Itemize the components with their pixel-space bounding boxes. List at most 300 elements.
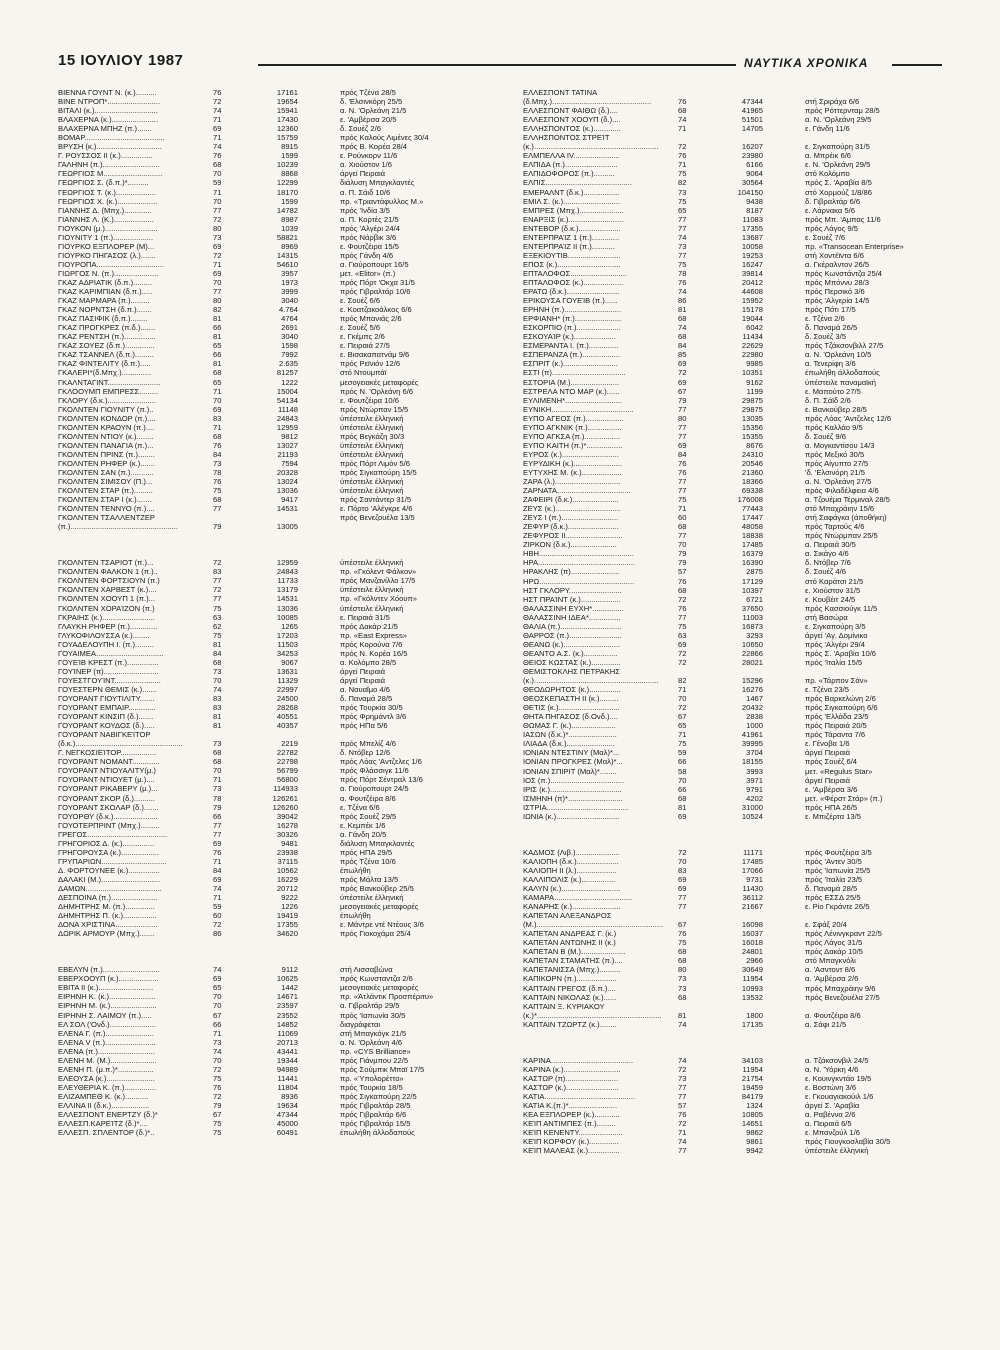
tonnage: 4202 xyxy=(746,793,763,803)
tonnage: 23552 xyxy=(276,1010,298,1020)
build-year: 75 xyxy=(678,739,687,749)
ship-row xyxy=(58,1119,478,1128)
build-year: 70 xyxy=(213,169,222,179)
ship-status: α. Ν. 'Ορλεάνη 29/5 xyxy=(805,115,872,125)
ship-name: ΚΑΠΤΑΙΝ ΓΡΕΓΟΣ (δ.π.).... xyxy=(523,983,616,993)
ship-row xyxy=(523,1065,943,1074)
ship-status: πρός Μπόννυ 28/3 xyxy=(805,277,869,287)
ship-name: ΓΙΑΝΝΗΣ Δ. (Μπχ.)............. xyxy=(58,205,152,215)
build-year: 86 xyxy=(213,929,222,939)
tonnage: 54134 xyxy=(276,395,298,405)
ship-row xyxy=(523,1011,943,1020)
ship-list-block xyxy=(58,558,478,938)
ship-status: πρός Σ. 'Αραβία 8/5 xyxy=(805,178,872,188)
ship-name: ΙΟΣ (π.)................................... xyxy=(523,775,625,785)
ship-name: ΙΑΣΩΝ (δ.κ.)*....................... xyxy=(523,730,617,740)
ship-status: πρός Σαντάντερ 31/5 xyxy=(340,495,412,505)
tonnage: 14651 xyxy=(741,1119,763,1129)
build-year: 66 xyxy=(213,1019,222,1029)
ship-row xyxy=(523,893,943,902)
ship-name: ΓΛΑΥΚΗ ΡΗΦΕΡ (π.)............. xyxy=(58,621,158,631)
ship-row xyxy=(523,875,943,884)
ship-row xyxy=(523,405,943,414)
build-year: 72 xyxy=(678,657,687,667)
ship-name: ΚΕΑ ΕΞΠΛΟΡΕΡ (κ.)............ xyxy=(523,1110,620,1120)
tonnage: 24843 xyxy=(276,567,298,577)
build-year: 72 xyxy=(678,142,687,152)
build-year: 68 xyxy=(213,495,222,505)
tonnage: 19654 xyxy=(276,97,298,107)
build-year: 66 xyxy=(678,784,687,794)
tonnage: 11430 xyxy=(742,883,763,893)
build-year: 68 xyxy=(678,585,687,595)
ship-status: ε. Ρίο Γκράντε 26/5 xyxy=(805,902,870,912)
ship-name: ΓΚΟΛΝΤΕΝ ΧΟΡΑΊΖΟΝ (π.) xyxy=(58,603,155,613)
ship-status: ε. Ρούνκορν 11/6 xyxy=(340,151,398,161)
ship-name: ΔΕΣΠΟΙΝΑ (π.)...................... xyxy=(58,893,158,903)
build-year: 70 xyxy=(213,395,222,405)
ship-status: πρός Φλάσσιγκ 11/6 xyxy=(340,766,409,776)
build-year: 71 xyxy=(213,115,222,125)
build-year: 77 xyxy=(213,820,222,830)
ship-row xyxy=(58,812,478,821)
build-year: 81 xyxy=(213,359,222,369)
tonnage: 13035 xyxy=(741,413,763,423)
build-year: 71 xyxy=(213,259,222,269)
build-year: 72 xyxy=(213,97,222,107)
ship-status: ε. Κεμπέκ 1/6 xyxy=(340,820,386,830)
ship-row xyxy=(523,685,943,694)
tonnage: 30326 xyxy=(276,829,298,839)
ship-status: ε. Γένοβα 1/6 xyxy=(805,739,850,749)
ship-status: ε. Χιούστον 31/5 xyxy=(805,585,861,595)
ship-status: πρός Φιλαδέλφεια 4/6 xyxy=(805,486,879,496)
tonnage: 48058 xyxy=(741,522,763,532)
ship-name: ΚΕΊΠ ΚΕΝΕΝΤΥ..................... xyxy=(523,1128,623,1138)
ship-status: πρός 'Ιταλία 23/5 xyxy=(805,874,863,884)
tonnage: 8868 xyxy=(281,169,298,179)
ship-row xyxy=(523,459,943,468)
ship-row xyxy=(523,712,943,721)
tonnage: 19044 xyxy=(741,314,763,324)
build-year: 70 xyxy=(213,675,222,685)
ship-name: Γ. ΝΕΓΚΟΣΙΕΊΤΟΡ................. xyxy=(58,748,157,758)
build-year: 69 xyxy=(678,811,687,821)
build-year: 59 xyxy=(213,902,222,912)
tonnage: 39995 xyxy=(741,739,763,749)
ship-status: πρός Σιγκαπούρη 22/5 xyxy=(340,1091,417,1101)
ship-row xyxy=(58,432,478,441)
ship-row xyxy=(58,839,478,848)
ship-row xyxy=(523,658,943,667)
ship-row xyxy=(523,441,943,450)
build-year: 72 xyxy=(213,214,222,224)
ship-row xyxy=(523,884,943,893)
build-year: 65 xyxy=(213,341,222,351)
tonnage: 13532 xyxy=(741,992,763,1002)
build-year: 74 xyxy=(213,684,222,694)
ship-status: πρός Ν. Κορέα 16/5 xyxy=(340,648,408,658)
ship-status: πρός Γιουγκοσλαβία 30/5 xyxy=(805,1137,891,1147)
ship-name: ΕΣΤΙ (π)................................... xyxy=(523,368,626,378)
build-year: 85 xyxy=(678,350,687,360)
ship-row xyxy=(523,604,943,613)
ship-row xyxy=(58,965,478,974)
tonnage: 13024 xyxy=(276,477,298,487)
ship-status: πρός Μάλτα 13/5 xyxy=(340,874,399,884)
ship-status: ε. Βανκούβερ 28/5 xyxy=(805,404,867,414)
ship-row xyxy=(58,296,478,305)
ship-row xyxy=(58,178,478,187)
ship-status: ύπέστειλε έλληνική xyxy=(805,1146,869,1156)
build-year: 72 xyxy=(213,558,222,568)
tonnage: 3293 xyxy=(746,630,763,640)
ship-name: ΙΟΝΙΑΝ ΠΡΟΓΚΡΕΣ (Μαλ)*... xyxy=(523,757,623,767)
ship-status: α. Χιούστον 1/6 xyxy=(340,160,393,170)
ship-status: πρός Ταρτούς 4/6 xyxy=(805,522,865,532)
ship-status: ε. Πόρτο 'Αλέγκρε 4/6 xyxy=(340,504,413,514)
ship-name: ΕΛΕΝΑ Γ. (π.)....................... xyxy=(58,1028,154,1038)
ship-name: ΚΑΠΕΤΑΝ ΑΛΕΞΑΝΔΡΟΣ xyxy=(523,911,612,921)
ship-status: α. Σικάγο 4/6 xyxy=(805,549,849,559)
tonnage: 15759 xyxy=(276,133,298,143)
ship-status: α. Τενερίφη 3/6 xyxy=(805,359,856,369)
ship-name: ΕΛΠΙΣ......................................... xyxy=(523,178,632,188)
ship-name: (κ.)........................................................... xyxy=(523,676,659,686)
tonnage: 10397 xyxy=(741,585,763,595)
build-year: 77 xyxy=(213,576,222,586)
build-year: 77 xyxy=(678,1082,687,1092)
ship-name: ΕΝΑΡΞΙΣ (κ.).......................... xyxy=(523,214,624,224)
ship-status: στό Κολόμπο xyxy=(805,169,850,179)
ship-row xyxy=(523,323,943,332)
ship-list-left-column xyxy=(58,88,478,1164)
ship-row xyxy=(523,540,943,549)
ship-status: στή Σριράχα 6/6 xyxy=(805,97,860,107)
ship-status: α. Ν. 'Ορλεάνη 21/5 xyxy=(340,106,407,116)
ship-status: ε. Μαπούτο 27/5 xyxy=(805,386,861,396)
build-year: 67 xyxy=(678,386,687,396)
publication-title: ΝΑΥΤΙΚΑ ΧΡΟΝΙΚΑ xyxy=(744,56,869,70)
build-year: 71 xyxy=(678,504,687,514)
ship-row xyxy=(523,368,943,377)
build-year: 79 xyxy=(213,802,222,812)
ship-name: ΓΚΑΛΝΤΑΓΙΝΤ......................... xyxy=(58,377,161,387)
ship-status: α. Μογκαντίσου 14/3 xyxy=(805,440,875,450)
build-year: 77 xyxy=(213,594,222,604)
ship-name: ΘΕΤΙΣ (κ.)............................. xyxy=(523,703,620,713)
ship-row xyxy=(58,992,478,1001)
tonnage: 1226 xyxy=(281,902,298,912)
ship-name: (κ.)*........................................................... xyxy=(523,1010,662,1020)
ship-status: πρός Φρημάντλ 3/6 xyxy=(340,712,407,722)
tonnage: 22629 xyxy=(741,341,763,351)
tonnage: 1199 xyxy=(746,386,763,396)
build-year: 77 xyxy=(678,893,687,903)
ship-status: πρός Τζένα 28/5 xyxy=(340,88,396,97)
ship-status: α. Ναυαΐμο 4/6 xyxy=(340,684,390,694)
ship-name: ΕΛΛΙΝΑ ΙΙ (δ.κ.).................. xyxy=(58,1100,150,1110)
ship-name: ΕΥΠΟ ΑΓΕΟΣ (π.).................. xyxy=(523,413,624,423)
ship-row xyxy=(58,1074,478,1083)
ship-name: ΚΑΠΤΑΙΝ Ξ. ΚΥΡΙΑΚΟΥ xyxy=(523,1001,605,1011)
ship-status: πρός Ντώρμπαν 25/5 xyxy=(805,531,878,541)
tonnage: 56799 xyxy=(276,766,298,776)
tonnage: 14531 xyxy=(276,594,298,604)
ship-row xyxy=(58,585,478,594)
tonnage: 9731 xyxy=(746,874,763,884)
ship-status: α. Ν. 'Υόρκη 4/6 xyxy=(805,1064,859,1074)
ship-name: ΘΕΜΙΣΤΟΚΛΗΣ ΠΕΤΡΑΚΗΣ xyxy=(523,667,620,676)
ship-row xyxy=(523,748,943,757)
ship-row xyxy=(523,1110,943,1119)
build-year: 68 xyxy=(213,748,222,758)
ship-name: ΕΥΝΙΚΗ....................................... xyxy=(523,404,634,414)
ship-name: ΓΚΑΖ ΜΑΡΜΑΡΑ (π.)......... xyxy=(58,296,150,306)
tonnage: 17066 xyxy=(741,865,763,875)
build-year: 66 xyxy=(213,350,222,360)
build-year: 70 xyxy=(213,992,222,1002)
ship-list-block xyxy=(523,1056,943,1156)
build-year: 68 xyxy=(213,657,222,667)
ship-status: ε. Πειραιά 31/5 xyxy=(340,612,390,622)
tonnage: 11434 xyxy=(742,332,763,342)
ship-row xyxy=(523,631,943,640)
ship-name: ΓΟΥΟΡΑΝΤ ΝΤΙΟΥΑΛΙΤΥ(μ.) xyxy=(58,766,156,776)
ship-row xyxy=(523,586,943,595)
ship-name: ΖΑΦΕΙΡΙ (δ.κ.)...................... xyxy=(523,495,619,505)
ship-status: α. Σάφι 21/5 xyxy=(805,1019,847,1029)
ship-row xyxy=(523,1119,943,1128)
ship-row xyxy=(58,1110,478,1119)
tonnage: 4.764 xyxy=(278,305,298,315)
tonnage: 11954 xyxy=(742,1064,763,1074)
tonnage: 1039 xyxy=(281,223,298,233)
tonnage: 16018 xyxy=(741,938,763,948)
ship-status: πρός ΗΠα 5/6 xyxy=(340,721,388,731)
ship-name: ΓΕΩΡΓΙΟΣ Μ............................ xyxy=(58,169,163,179)
ship-status: στή Σαφάγκα (άποθήκη) xyxy=(805,513,887,523)
ship-status: πρ. «Γκόλντεν Χόουπ» xyxy=(340,594,417,604)
ship-status: δ. 'Ελσινκόρη 25/5 xyxy=(340,97,403,107)
tonnage: 17447 xyxy=(741,513,763,523)
ship-row xyxy=(58,495,478,504)
ship-row xyxy=(58,504,478,513)
tonnage: 3040 xyxy=(281,332,298,342)
ship-status: α. Ραβέννα 2/6 xyxy=(805,1110,856,1120)
build-year: 75 xyxy=(678,196,687,206)
ship-status: πρ. «Transocean Enterprise» xyxy=(805,241,904,251)
ship-row xyxy=(58,206,478,215)
tonnage: 14852 xyxy=(276,1019,298,1029)
ship-name: ΕΠΤΑΛΟΦΟΣ........................... xyxy=(523,268,628,278)
build-year: 81 xyxy=(213,721,222,731)
ship-name: ΕΛΛΕΣΠΟΝΤ ΦΑΙΘΩ (δ.).... xyxy=(523,106,618,116)
ship-name: ΚΑΠΕΤΑΝ Β (Μ.)..................... xyxy=(523,947,626,957)
build-year: 78 xyxy=(678,268,687,278)
build-year: 76 xyxy=(678,467,687,477)
tonnage: 31000 xyxy=(741,802,763,812)
tonnage: 34253 xyxy=(276,648,298,658)
ship-status: πρός Βεγκάζη 30/3 xyxy=(340,431,405,441)
tonnage: 2219 xyxy=(281,739,298,749)
build-year: 77 xyxy=(678,404,687,414)
build-year: 79 xyxy=(213,522,222,532)
tonnage: 22782 xyxy=(276,748,298,758)
ship-row xyxy=(58,133,478,142)
ship-name: ΚΑΠΤΑΙΝ ΝΙΚΟΛΑΣ (κ.)...... xyxy=(523,992,617,1002)
ship-status: δ. Σουέζ 2/6 xyxy=(340,124,381,134)
tonnage: 24801 xyxy=(741,947,763,957)
ship-row xyxy=(523,1128,943,1137)
ship-list-block xyxy=(58,965,478,1137)
ship-name: ΓΚΛΟΟΥΜΠ ΕΜΠΡΕΣΣ......... xyxy=(58,386,159,396)
ship-status: α. Γάνδη 20/5 xyxy=(340,829,387,839)
ship-status: ύπέστειλε έλληνική xyxy=(340,603,404,613)
ship-name: ΕΡΦΙΑΝΗ* (π.)...................... xyxy=(523,314,622,324)
tonnage: 9112 xyxy=(281,965,298,975)
ship-status: α. Τζουέμα Τέρμιναλ 28/5 xyxy=(805,495,890,505)
ship-name: ΓΟΥΟΡΑΝΤ ΚΟΥΔΟΣ (δ.)..... xyxy=(58,721,155,731)
tonnage: 2691 xyxy=(281,323,298,333)
ship-name: ΙΛΙΑΔΑ (δ.κ.)....................... xyxy=(523,739,616,749)
tonnage: 20546 xyxy=(741,458,763,468)
tonnage: 18838 xyxy=(741,531,763,541)
ship-status: πρός Γιβραλτάρ 28/5 xyxy=(340,1100,411,1110)
tonnage: 12360 xyxy=(276,124,298,134)
tonnage: 11954 xyxy=(742,974,763,984)
ship-status: πρός Τάραντα 7/6 xyxy=(805,730,866,740)
ship-row xyxy=(58,314,478,323)
ship-status: ε. Βισακαπατνάμ 9/6 xyxy=(340,350,410,360)
ship-status: πρός Γιβραλτάρ 10/6 xyxy=(340,287,411,297)
ship-name: ΒΛΑΧΕΡΝΑ ΜΠΗΖ (π.)....... xyxy=(58,124,152,134)
build-year: 71 xyxy=(678,685,687,695)
ship-name: ΙΩΝΙΑ (κ.).............................. xyxy=(523,811,620,821)
ship-status: πρός Αίγυπτο 27/5 xyxy=(805,458,869,468)
ship-status: έπωλήθη xyxy=(340,911,371,921)
ship-status: ε. Βοστώνη 3/6 xyxy=(805,1082,857,1092)
build-year: 84 xyxy=(213,648,222,658)
build-year: 73 xyxy=(678,1073,687,1083)
ship-name: ΓΟΥΕΣΤΓΟΥΊΝΤ...................... xyxy=(58,675,161,685)
tonnage: 13687 xyxy=(741,232,763,242)
ship-name: ΚΑΠΙΚΟΡΝ (π.)................... xyxy=(523,974,617,984)
ship-row xyxy=(58,1065,478,1074)
ship-name: ΕΛΛΕΣΠΟΝΤ ΤΑΤΙΝΑ xyxy=(523,88,598,97)
tonnage: 1599 xyxy=(281,151,298,161)
ship-name: (κ.)........................................................... xyxy=(523,142,659,152)
build-year: 76 xyxy=(678,576,687,586)
tonnage: 8187 xyxy=(746,205,763,215)
build-year: 69 xyxy=(678,377,687,387)
tonnage: 2838 xyxy=(746,712,763,722)
ship-name: ΕΛΕΝΑ V (π.)........................ xyxy=(58,1037,156,1047)
ship-status: α. Ν. 'Ορλεάνη 4/6 xyxy=(340,1037,403,1047)
ship-row xyxy=(523,396,943,405)
tonnage: 17430 xyxy=(276,115,298,125)
ship-name: ΓΚΟΛΝΤΕΝ ΧΑΡΒΕΣΤ (κ.).... xyxy=(58,585,157,595)
build-year: 68 xyxy=(678,956,687,966)
tonnage: 10239 xyxy=(276,160,298,170)
ship-row xyxy=(523,1101,943,1110)
build-year: 80 xyxy=(213,296,222,306)
build-year: 75 xyxy=(678,495,687,505)
ship-status: πρός Πότι 17/5 xyxy=(805,305,856,315)
ship-status: πρός Μπανιάς 2/6 xyxy=(340,314,402,324)
build-year: 75 xyxy=(213,630,222,640)
ship-name: (δ.κ.)................................................... xyxy=(58,739,183,749)
ship-row xyxy=(523,965,943,974)
tonnage: 60491 xyxy=(276,1128,298,1138)
build-year: 68 xyxy=(213,431,222,441)
ship-row xyxy=(58,387,478,396)
tonnage: 24843 xyxy=(276,413,298,423)
build-year: 69 xyxy=(213,874,222,884)
ship-status: πρός Σουέζ 29/5 xyxy=(340,811,397,821)
ship-name: ΓΚΟΛΝΤΕΝ ΠΡΙΝΣ (π.)........ xyxy=(58,449,155,459)
ship-status: ύπέστειλε έλληνική xyxy=(340,440,404,450)
ship-row xyxy=(58,1128,478,1137)
tonnage: 23938 xyxy=(276,847,298,857)
ship-row xyxy=(523,332,943,341)
ship-row xyxy=(523,730,943,739)
ship-row xyxy=(58,160,478,169)
build-year: 72 xyxy=(213,920,222,930)
ship-status: στό Ντουμπάϊ xyxy=(340,368,387,378)
ship-status: α. Γιούροπουρτ 16/5 xyxy=(340,259,409,269)
ship-name: ΓΟΥΟΡΑΝΤ ΝΟΜΑΝΤ............. xyxy=(58,757,160,767)
ship-name: ΓΡΥΠΑΡΙΩΝ............................... xyxy=(58,856,167,866)
tonnage: 15941 xyxy=(276,106,298,116)
ship-name: ΕΜΕΡΑΛΝΤ (δ.κ.)................. xyxy=(523,187,620,197)
ship-name: ΘΕΑΝΤΟ Α.Σ. (κ.)................ xyxy=(523,648,618,658)
ship-status: δ. Σουέζ 4/6 xyxy=(805,567,846,577)
ship-row xyxy=(58,685,478,694)
ship-status: πρός ΗΠΑ 29/5 xyxy=(340,847,393,857)
tonnage: 11083 xyxy=(742,214,763,224)
ship-row xyxy=(58,142,478,151)
tonnage: 14705 xyxy=(741,124,763,134)
ship-name: ΔΑΛΑΚΙ (Μ.)............................ xyxy=(58,874,161,884)
ship-name: (π.)................................................... xyxy=(58,522,179,532)
ship-status: στό Μπαχράιην 15/6 xyxy=(805,504,875,514)
ship-row xyxy=(523,739,943,748)
build-year: 75 xyxy=(213,1128,222,1138)
ship-status: άργεί Πειραιά xyxy=(805,748,851,758)
ship-row xyxy=(58,468,478,477)
ship-status: ε. Σουέζ 7/6 xyxy=(805,232,846,242)
ship-row xyxy=(523,794,943,803)
ship-name: ΚΑΔΜΟΣ (Λιβ.)..................... xyxy=(523,847,620,857)
tonnage: 41961 xyxy=(741,730,763,740)
ship-name: ΓΟΥΑΙΜΕΑ................................ xyxy=(58,648,164,658)
ship-status: πρός Καλούς Λιμένες 30/4 xyxy=(340,133,429,143)
ship-name: ΓΚΑΖ ΣΟΥΕΖ (δ.π.).............. xyxy=(58,341,155,351)
ship-name: ΓΟΥΟΡΘΥ (δ.κ.)..................... xyxy=(58,811,158,821)
ship-row xyxy=(523,188,943,197)
ship-status: πρός 'Ελλάδα 23/5 xyxy=(805,712,869,722)
build-year: 76 xyxy=(213,1082,222,1092)
tonnage: 15178 xyxy=(741,305,763,315)
build-year: 72 xyxy=(678,648,687,658)
ship-status: πρός Ντώρπαν 15/5 xyxy=(340,404,409,414)
ship-row xyxy=(523,577,943,586)
tonnage: 18170 xyxy=(276,187,298,197)
ship-row xyxy=(58,1092,478,1101)
tonnage: 17129 xyxy=(741,576,763,586)
ship-status: πρός Τζάκσονβιλλ 27/5 xyxy=(805,341,884,351)
